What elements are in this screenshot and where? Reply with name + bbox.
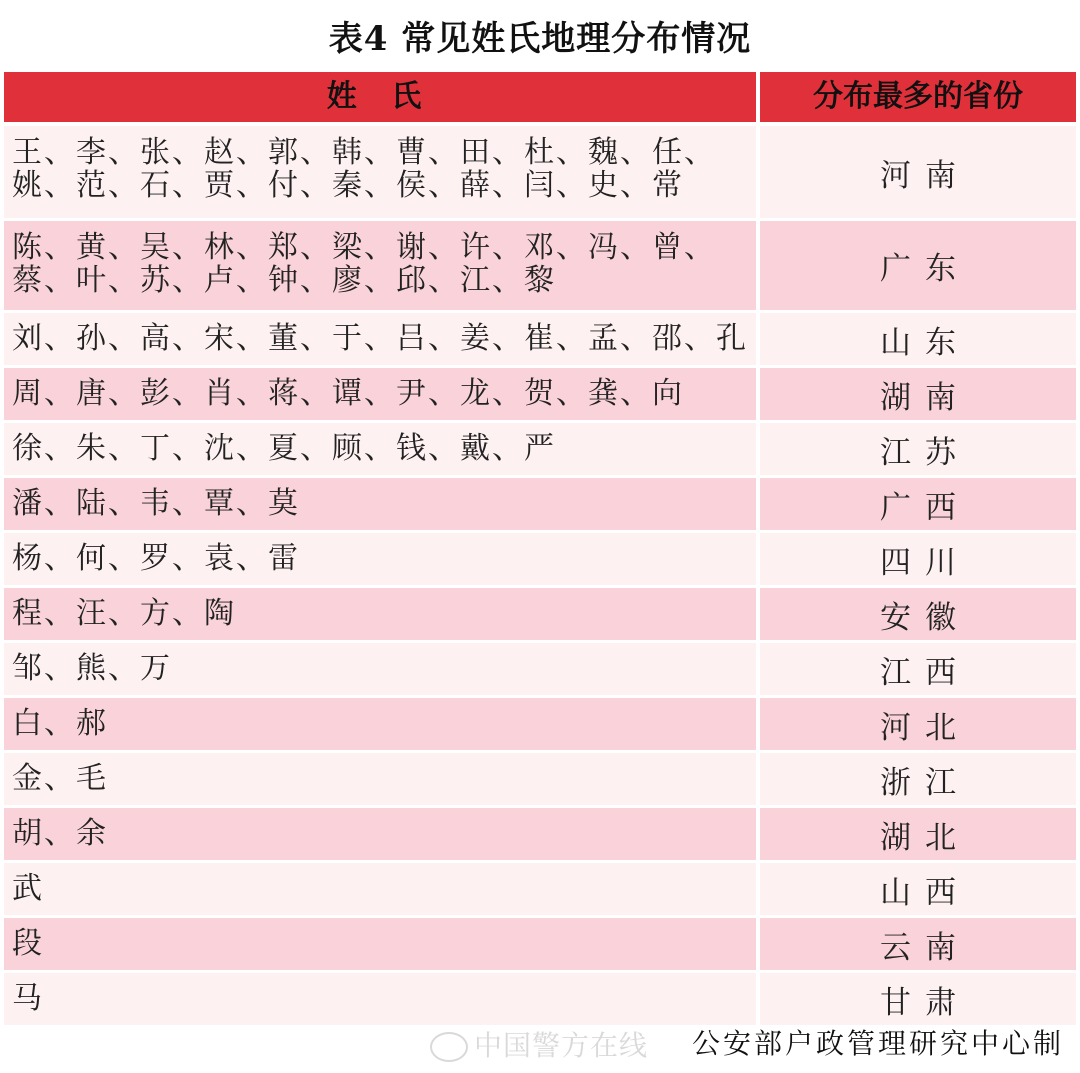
province-cell: 河北 bbox=[760, 698, 1076, 750]
province-cell: 云南 bbox=[760, 918, 1076, 970]
surname-cell: 白、郝 bbox=[4, 698, 756, 750]
surname-cell: 马 bbox=[4, 973, 756, 1025]
table-row bbox=[4, 313, 1076, 368]
province-cell: 江苏 bbox=[760, 423, 1076, 475]
surname-cell: 刘、孙、高、宋、董、于、吕、姜、崔、孟、邵、孔 bbox=[4, 313, 756, 365]
table-row bbox=[4, 423, 1076, 478]
surname-cell: 金、毛 bbox=[4, 753, 756, 805]
table-row bbox=[4, 368, 1076, 423]
surname-cell: 陈、黄、吴、林、郑、梁、谢、许、邓、冯、曾、蔡、叶、苏、卢、钟、廖、邱、江、黎 bbox=[4, 221, 756, 310]
province-cell: 广西 bbox=[760, 478, 1076, 530]
surname-cell: 潘、陆、韦、覃、莫 bbox=[4, 478, 756, 530]
table-row bbox=[4, 808, 1076, 863]
source-credit: 公安部户政管理研究中心制 bbox=[691, 1027, 1064, 1060]
table-row bbox=[4, 588, 1076, 643]
province-cell: 四川 bbox=[760, 533, 1076, 585]
table-body bbox=[4, 126, 1076, 1028]
surname-cell: 程、汪、方、陶 bbox=[4, 588, 756, 640]
province-cell: 湖北 bbox=[760, 808, 1076, 860]
surname-cell: 周、唐、彭、肖、蒋、谭、尹、龙、贺、龚、向 bbox=[4, 368, 756, 420]
header-province: 分布最多的省份 bbox=[760, 72, 1076, 122]
table-row bbox=[4, 643, 1076, 698]
surname-cell: 段 bbox=[4, 918, 756, 970]
header-surname: 姓 氏 bbox=[4, 72, 756, 122]
table-title: 表4 常见姓氏地理分布情况 bbox=[328, 19, 752, 59]
surname-cell: 徐、朱、丁、沈、夏、顾、钱、戴、严 bbox=[4, 423, 756, 475]
table-row bbox=[4, 753, 1076, 808]
table-row bbox=[4, 918, 1076, 973]
province-cell: 安徽 bbox=[760, 588, 1076, 640]
province-cell: 湖南 bbox=[760, 368, 1076, 420]
province-cell: 江西 bbox=[760, 643, 1076, 695]
table-row bbox=[4, 533, 1076, 588]
surname-cell: 杨、何、罗、袁、雷 bbox=[4, 533, 756, 585]
table-header bbox=[4, 72, 1076, 122]
table-row bbox=[4, 221, 1076, 313]
watermark bbox=[430, 1024, 648, 1064]
surname-distribution-table bbox=[4, 72, 1076, 1028]
surname-cell: 胡、余 bbox=[4, 808, 756, 860]
table-row bbox=[4, 478, 1076, 533]
weibo-icon bbox=[430, 1032, 468, 1062]
province-cell: 山西 bbox=[760, 863, 1076, 915]
footer bbox=[0, 1014, 1080, 1064]
surname-cell: 王、李、张、赵、郭、韩、曹、田、杜、魏、任、姚、范、石、贾、付、秦、侯、薛、闫、史、常 bbox=[4, 126, 756, 218]
province-cell: 甘肃 bbox=[760, 973, 1076, 1025]
watermark-text: 中国警方在线 bbox=[474, 1029, 649, 1062]
table-row bbox=[4, 863, 1076, 918]
surname-cell: 武 bbox=[4, 863, 756, 915]
table-row bbox=[4, 698, 1076, 753]
province-cell: 浙江 bbox=[760, 753, 1076, 805]
province-cell: 河南 bbox=[760, 126, 1076, 218]
table-row bbox=[4, 126, 1076, 221]
surname-cell: 邹、熊、万 bbox=[4, 643, 756, 695]
province-cell: 广东 bbox=[760, 221, 1076, 310]
province-cell: 山东 bbox=[760, 313, 1076, 365]
